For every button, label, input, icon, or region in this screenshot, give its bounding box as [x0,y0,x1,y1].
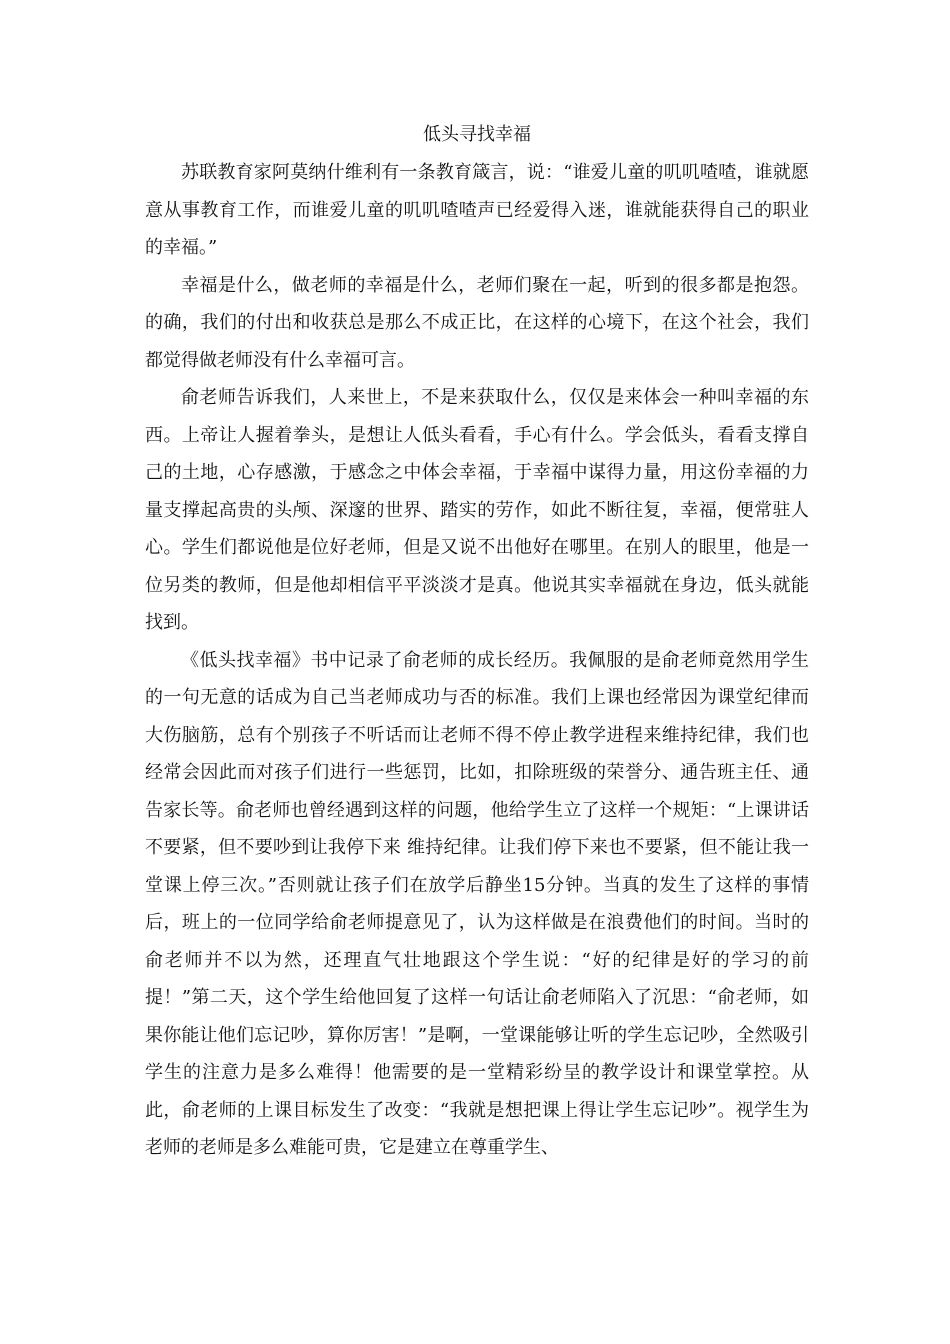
document-title: 低头寻找幸福 [423,124,531,145]
paragraph-4: 《低头找幸福》书中记录了俞老师的成长经历。我佩服的是俞老师竟然用学生的一句无意的话成为自己当老师成功与否的标准。我们上课也经常因为课堂纪律而大伤脑筋，总有个别孩子不听话而让老师不得不停止教学进程来维持纪律，我们也经常会因此而对孩子们进行一些惩罚，比如，扣除班级的荣誉分、通告班主任、通告家长等。俞老师也曾经遇到这样的问题，他给学生立了这样一个规矩：“上课讲话不要紧，但不要吵到让我停下来 维持纪律。让我们停下来也不要紧，但不能让我一堂课上停三次。”否则就让孩子们在放学后静坐15分钟。当真的发生了这样的事情后，班上的一位同学给俞老师提意见了，认为这样做是在浪费他们的时间。当时的俞老师并不以为然，还理直气壮地跟这个学生说：“好的纪律是好的学习的前提！”第二天，这个学生给他回复了这样一句话让俞老师陷入了沉思：“俞老师，如果你能让他们忘记吵，算你厉害！”是啊，一堂课能够让听的学生忘记吵，全然吸引学生的注意力是多么难得！他需要的是一堂精彩纷呈的教学设计和课堂掌控。从此，俞老师的上课目标发生了改变：“我就是想把课上得让学生忘记吵”。视学生为老师的老师是多么难能可贵，它是建立在尊重学生、 [145,649,809,1158]
document-page [145,120,809,1167]
paragraph-1: 苏联教育家阿莫纳什维利有一条教育箴言，说：“谁爱儿童的叽叽喳喳，谁就愿意从事教育工作，而谁爱儿童的叽叽喳喳声已经爱得入迷，谁就能获得自己的职业的幸福。” [145,162,809,258]
paragraph-3: 俞老师告诉我们，人来世上，不是来获取什么，仅仅是来体会一种叫幸福的东西。上帝让人握着拳头，是想让人低头看看，手心有什么。学会低头，看看支撑自己的土地，心存感激，于感念之中体会幸福，于幸福中谋得力量，用这份幸福的力量支撑起高贵的头颅、深邃的世界、踏实的劳作，如此不断往复，幸福，便常驻人心。学生们都说他是位好老师，但是又说不出他好在哪里。在别人的眼里，他是一位另类的教师，但是他却相信平平淡淡才是真。他说其实幸福就在身边，低头就能找到。 [145,387,809,633]
paragraph-2: 幸福是什么，做老师的幸福是什么，老师们聚在一起，听到的很多都是抱怨。的确，我们的付出和收获总是那么不成正比，在这样的心境下，在这个社会，我们都觉得做老师没有什么幸福可言。 [145,274,809,371]
